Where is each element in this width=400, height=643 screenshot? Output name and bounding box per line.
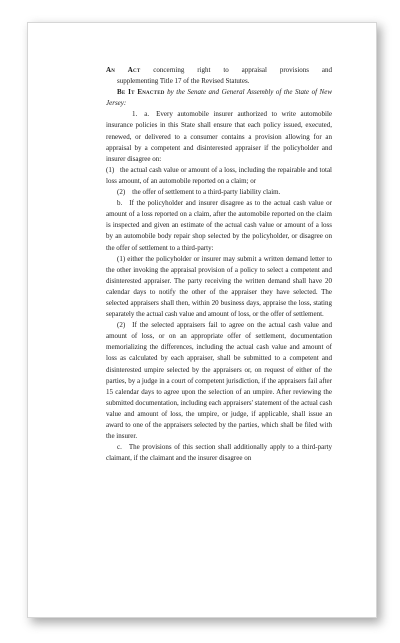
enacting-text: by the Senate and General Assembly of the State of New Jersey: — [106, 88, 333, 108]
enacting-label: Be It Enacted — [117, 88, 165, 97]
section-paragraph — [106, 165, 332, 187]
paragraph-text: the actual cash value or amount of a loss, including the repairable and total loss amount, of an automobile reported on a claim; or — [106, 165, 332, 185]
paragraph-text: (1) either the policyholder or insurer may submit a written demand letter to the other invoking the appraisal provision of a policy to select a competent and disinterested appraiser. The party receiving the written demand shall have 20 calendar days to notify the other of the appraiser they have selected. The selected appraisers shall then, within 20 business days, appraise the loss, stating separately the actual cash value and amount of loss, or the offer of settlement. — [106, 254, 332, 319]
act-title-line1 — [106, 65, 332, 76]
paragraph-text: b. If the policyholder and insurer disagree as to the actual cash value or amount of a loss reported on a claim, after the automobile reported on the claim is inspected and given an estimate of the actual cash value or amount of a loss by an automobile body repair shop selected by the policyholder, or disagree on the offer of settlement to a third-party: — [106, 199, 332, 252]
document-body — [106, 65, 332, 464]
section-paragraph — [106, 320, 332, 442]
item-number: (1) — [106, 165, 115, 174]
paragraph-text: c. The provisions of this section shall additionally apply to a third-party claimant, if the claimant and the insurer disagree on — [106, 443, 332, 463]
act-label: An Act — [106, 66, 141, 74]
act-title — [106, 65, 332, 87]
section-paragraph — [106, 254, 332, 321]
act-title-text: concerning right to appraisal provisions and — [153, 66, 333, 74]
paragraph-text: (2) the offer of settlement to a third-party liability claim. — [117, 188, 281, 197]
enacting-clause — [106, 87, 332, 109]
paragraph-text: 1. a. Every automobile insurer authorized to write automobile insurance policies in this State shall ensure that each policy issued, executed, renewed, or delivered to a consumer contains a provision allowing for an appraisal by a competent and disinterested appraiser if the policyholder and insurer disagree on: — [106, 110, 332, 163]
section-paragraph — [106, 442, 332, 464]
paragraph-text: (2) If the selected appraisers fail to agree on the actual cash value and amount of loss, or on an appropriate offer of settlement, documentation memorializing the differences, including the actual cash value and amount of loss as calculated by each appraiser, shall be submitted to a competent and disinterested umpire selected by the appraisers or, on request of either of the parties, by a judge in a court of competent jurisdiction, if the appraisers fail after 15 calendar days to agree upon the selection of an umpire. After reviewing the submitted documentation, including each appraisers' statement of the actual cash value and amount of loss, the umpire, or judge, if applicable, shall issue an award to one of the appraisers selected by the parties, which shall be filed with the insurer. — [106, 321, 332, 441]
section-paragraph — [106, 109, 332, 164]
section-paragraphs — [106, 109, 332, 464]
section-paragraph — [106, 187, 332, 198]
document-page — [27, 22, 377, 618]
act-title-line2: supplementing Title 17 of the Revised Statutes. — [117, 77, 250, 86]
section-paragraph — [106, 198, 332, 253]
